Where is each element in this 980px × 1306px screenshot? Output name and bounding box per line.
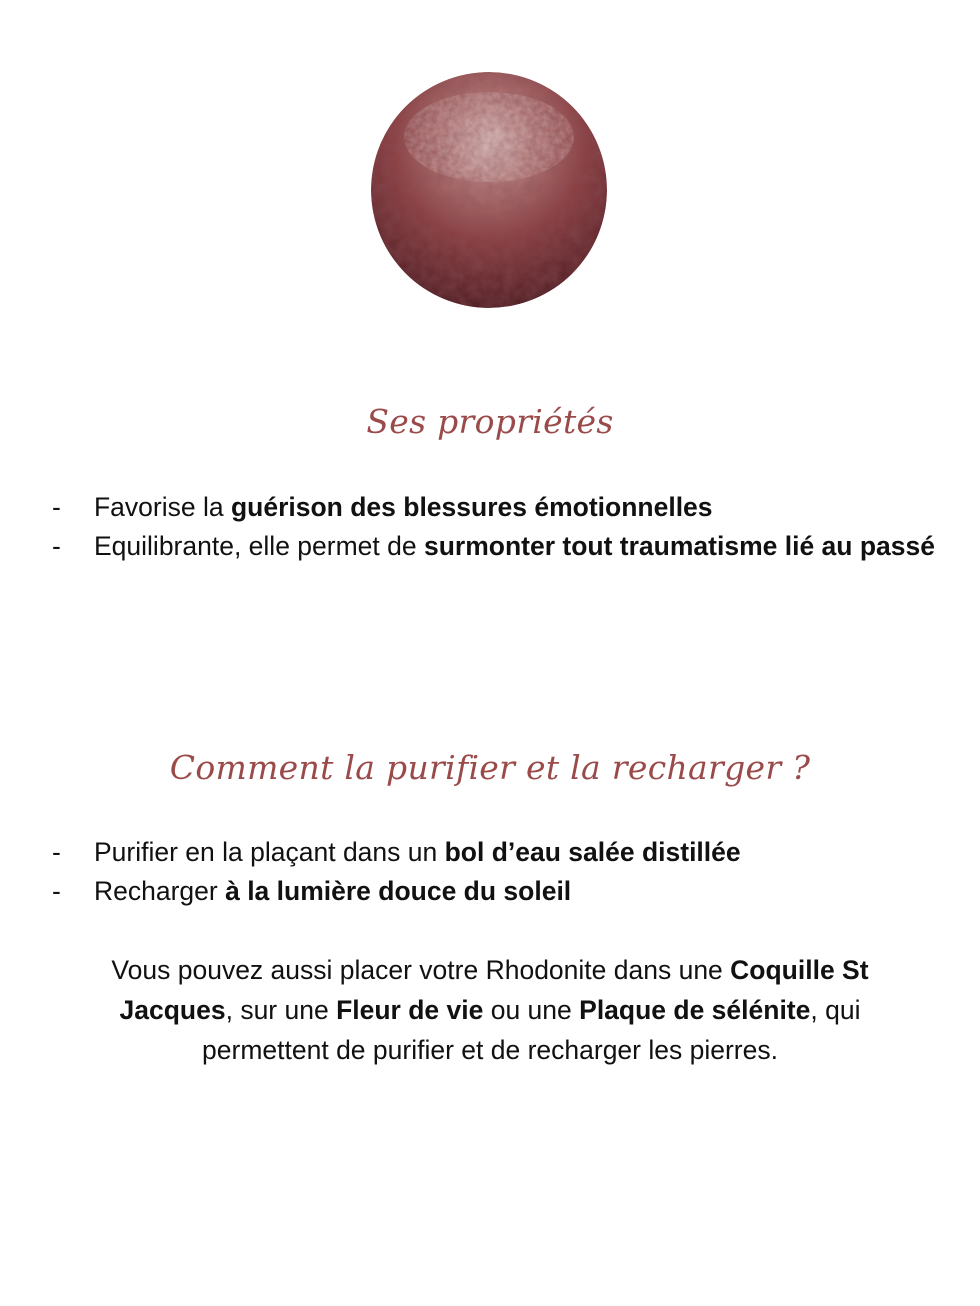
item-text: Favorise la: [94, 492, 231, 522]
purify-paragraph: [60, 950, 920, 1070]
rhodonite-stone-image: [371, 72, 607, 308]
list-item: [52, 833, 942, 872]
item-bold-text: guérison des blessures émotionnelles: [230, 492, 713, 522]
para-text: Vous pouvez aussi placer votre Rhodonite dans une: [111, 955, 731, 985]
item-text: Purifier en la plaçant dans un: [94, 837, 445, 867]
list-item: [52, 488, 942, 527]
dash-bullet: -: [52, 837, 61, 867]
purify-list: [52, 833, 942, 911]
item-text: Recharger: [94, 876, 226, 906]
dash-bullet: -: [52, 492, 61, 522]
item-bold-text: à la lumière douce du soleil: [225, 876, 572, 906]
properties-heading: Ses propriétés: [366, 402, 614, 441]
purify-heading: Comment la purifier et la recharger ?: [169, 748, 811, 787]
list-item: [52, 872, 942, 911]
list-item: [52, 527, 942, 566]
item-bold-text: bol d’eau salée distillée: [444, 837, 741, 867]
para-text: , qui permettent de purifier et de recharger les pierres.: [202, 995, 861, 1065]
para-text: ou une: [483, 995, 580, 1025]
para-bold-coquille: Coquille St Jacques: [119, 955, 869, 1025]
para-bold-fleur: Fleur de vie: [336, 995, 484, 1025]
properties-list: [52, 488, 942, 566]
dash-bullet: -: [52, 876, 61, 906]
item-text: Equilibrante, elle permet de: [94, 531, 424, 561]
para-text: , sur une: [225, 995, 337, 1025]
item-bold-text: surmonter tout traumatisme lié au passé: [423, 531, 935, 561]
dash-bullet: -: [52, 531, 61, 561]
para-bold-plaque: Plaque de sélénite: [579, 995, 811, 1025]
